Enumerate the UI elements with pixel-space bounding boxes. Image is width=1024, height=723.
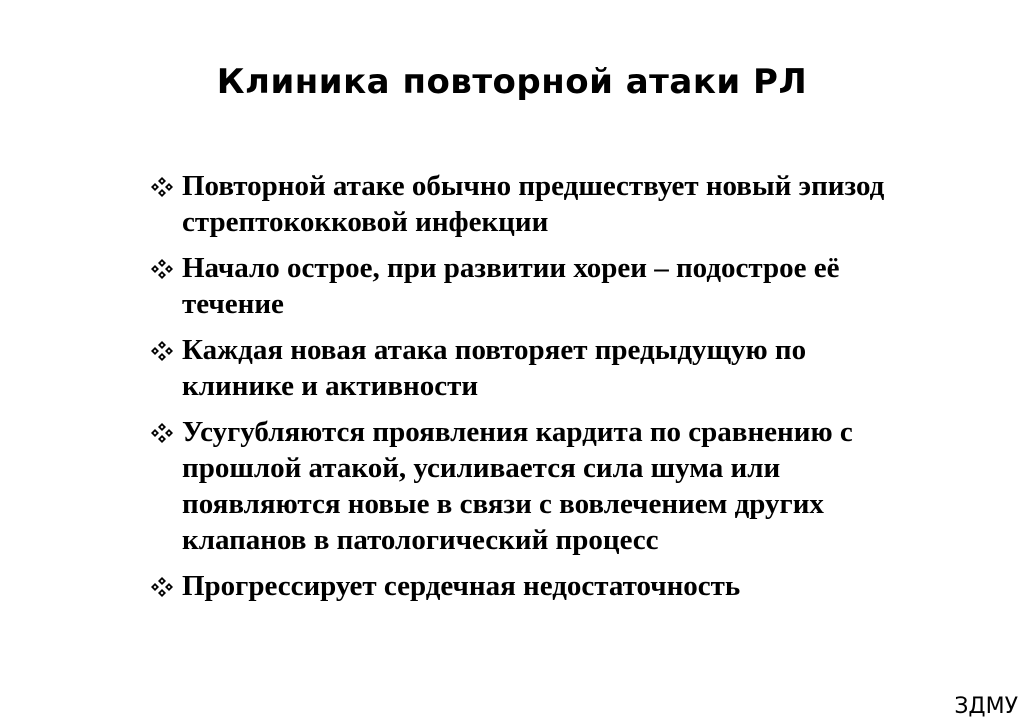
bullet-item	[150, 250, 890, 322]
bullet-text: Прогрессирует сердечная недостаточность	[182, 570, 741, 602]
bullet-item	[150, 168, 890, 240]
bullet-text: Каждая новая атака повторяет предыдущую по клинике и активности	[182, 334, 807, 402]
bullet-item	[150, 332, 890, 404]
slide-title: Клиника повторной атаки РЛ	[216, 62, 808, 102]
bullet-text: Усугубляются проявления кардита по сравнению с прошлой атакой, усиливается сила шума или появляются новые в связи с вовлечением других клапанов в патологический процесс	[182, 416, 853, 556]
bullet-item	[150, 414, 890, 558]
diamond-bullet-icon	[150, 340, 174, 362]
diamond-bullet-icon	[150, 422, 174, 444]
bullet-text: Повторной атаке обычно предшествует новый эпизод стрептококковой инфекции	[182, 170, 885, 238]
footer-label: ЗДМУ	[954, 694, 1018, 719]
diamond-bullet-icon	[150, 176, 174, 198]
bullet-item	[150, 568, 890, 604]
diamond-bullet-icon	[150, 576, 174, 598]
diamond-bullet-icon	[150, 258, 174, 280]
bullet-text: Начало острое, при развитии хореи – подострое её течение	[182, 252, 840, 320]
bullet-list	[150, 168, 890, 614]
